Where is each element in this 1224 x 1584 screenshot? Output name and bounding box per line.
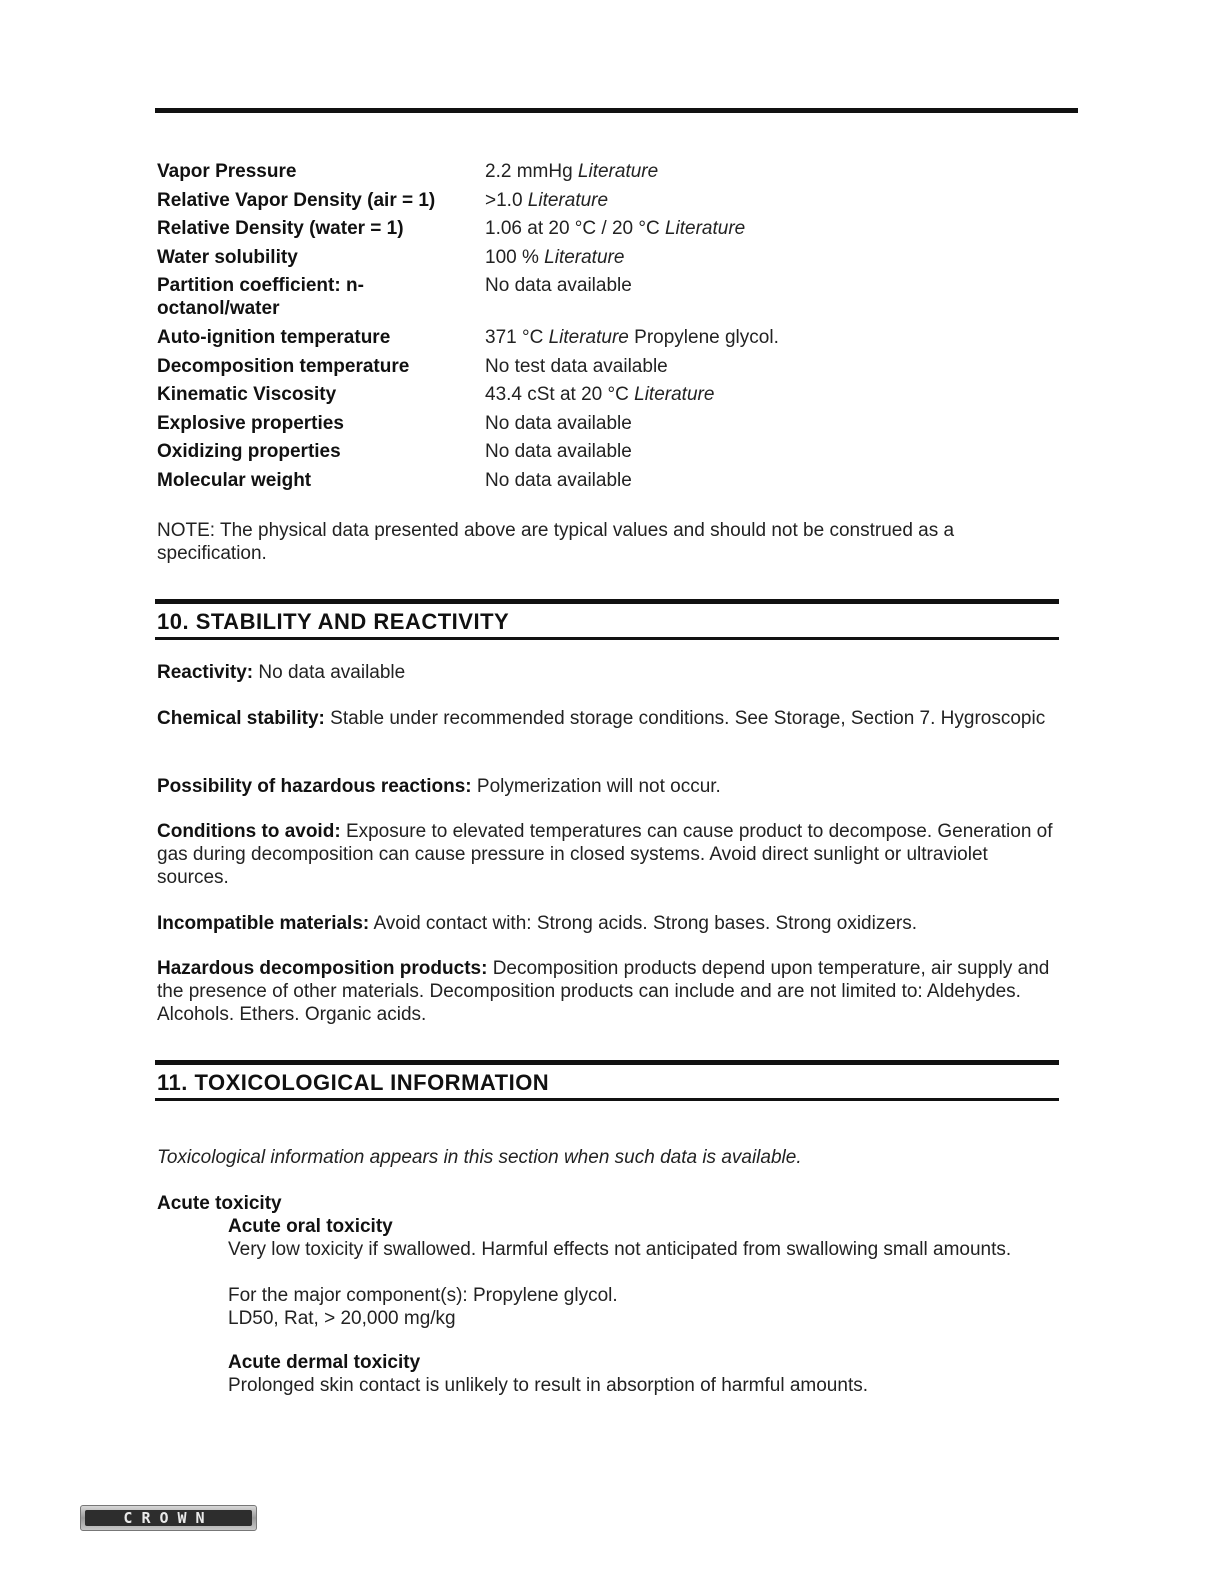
property-row [157,383,1057,406]
property-label: Partition coefficient: n-octanol/water [157,275,364,320]
acute-oral-heading: Acute oral toxicity [228,1216,393,1237]
property-label: Relative Vapor Density (air = 1) [157,189,436,211]
section-rule-bottom [155,637,1059,640]
acute-oral-text: Very low toxicity if swallowed. Harmful effects not anticipated from swallowing small amounts. [228,1239,1012,1260]
property-label: Molecular weight [157,469,312,491]
top-rule [155,108,1078,113]
property-value: 100 % Literature [485,246,625,268]
logo-text: CROWN [85,1510,252,1526]
incompatible-materials-paragraph [157,912,1057,935]
incompatible-text: Avoid contact with: Strong acids. Strong bases. Strong oxidizers. [373,913,918,934]
property-value: No data available [485,441,632,463]
property-value: No test data available [485,355,668,377]
incompatible-label: Incompatible materials: [157,913,370,934]
property-row [157,160,1057,183]
section-rule-bottom [155,1098,1059,1101]
toxicology-intro: Toxicological information appears in this section when such data is available. [157,1147,802,1168]
property-label: Water solubility [157,246,298,268]
property-row [157,469,1057,492]
property-label: Oxidizing properties [157,441,341,463]
section-10-header [155,599,1059,640]
property-row [157,274,1057,320]
property-row [157,412,1057,435]
property-row [157,326,1057,349]
property-row [157,246,1057,269]
stability-text: Stable under recommended storage conditions. See Storage, Section 7. Hygroscopic [330,708,1046,729]
section-11-header [155,1060,1059,1101]
property-label: Auto-ignition temperature [157,326,391,348]
acute-oral-toxicity-block [228,1215,1068,1261]
property-label: Relative Density (water = 1) [157,218,404,240]
acute-dermal-text: Prolonged skin contact is unlikely to result in absorption of harmful amounts. [228,1375,868,1396]
reactivity-text: No data available [258,662,406,683]
acute-dermal-toxicity-block [228,1351,1068,1397]
conditions-to-avoid-paragraph [157,820,1057,889]
section-title: 11. TOXICOLOGICAL INFORMATION [157,1070,550,1095]
chemical-stability-paragraph [157,707,1057,730]
reactivity-paragraph [157,661,1057,684]
ld50-text: LD50, Rat, > 20,000 mg/kg [228,1308,456,1329]
conditions-text: Exposure to elevated temperatures can cause product to decompose. Generation of gas during decomposition can cause pressure in closed systems. Avoid direct sunlight or ultraviolet sources. [157,821,1053,888]
stability-label: Chemical stability: [157,708,325,729]
conditions-label: Conditions to avoid: [157,821,341,842]
property-value: No data available [485,469,632,491]
property-row [157,217,1057,240]
major-component-text: For the major component(s): Propylene glycol. [228,1285,618,1306]
property-label: Kinematic Viscosity [157,384,337,406]
property-row [157,440,1057,463]
major-component-block [228,1284,1068,1330]
property-value: >1.0 Literature [485,189,609,211]
hazardous-reactions-text: Polymerization will not occur. [476,776,721,797]
property-value: 371 °C Literature Propylene glycol. [485,326,779,348]
decomposition-label: Hazardous decomposition products: [157,958,488,979]
reactivity-label: Reactivity: [157,662,254,683]
crown-logo [80,1505,257,1531]
decomposition-text: Decomposition products depend upon temperature, air supply and the presence of other materials. Decomposition products can include and are not limited to: Aldehydes. Alcohols. Ethers. Organic acids. [157,958,1050,1025]
section-title: 10. STABILITY AND REACTIVITY [157,609,510,634]
acute-toxicity-heading: Acute toxicity [157,1193,282,1214]
property-value: 43.4 cSt at 20 °C Literature [485,384,715,406]
property-label: Vapor Pressure [157,161,297,182]
decomposition-products-paragraph [157,957,1057,1026]
hazardous-reactions-label: Possibility of hazardous reactions: [157,776,472,797]
property-value: 2.2 mmHg Literature [485,161,659,182]
property-label: Decomposition temperature [157,355,410,377]
hazardous-reactions-paragraph [157,775,1057,798]
property-row [157,189,1057,212]
physical-data-note: NOTE: The physical data presented above are typical values and should not be construed as a specification. [157,520,955,564]
acute-dermal-heading: Acute dermal toxicity [228,1352,421,1373]
property-row [157,355,1057,378]
property-value: No data available [485,412,632,434]
property-value: 1.06 at 20 °C / 20 °C Literature [485,218,746,240]
physical-properties-table [157,160,1057,498]
property-value: No data available [485,275,632,297]
property-label: Explosive properties [157,412,344,434]
